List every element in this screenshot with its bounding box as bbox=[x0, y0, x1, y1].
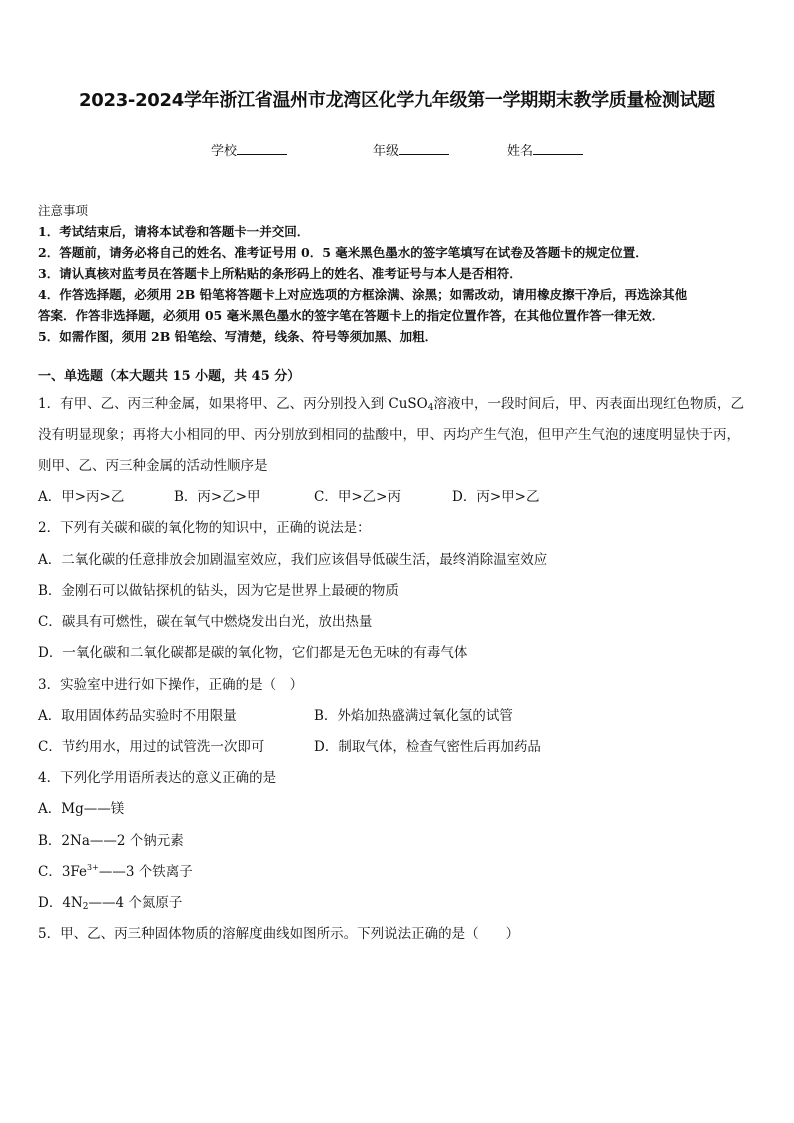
question-2-stem: 2．下列有关碳和碳的氧化物的知识中，正确的说法是： bbox=[38, 520, 371, 536]
note-item: 4．作答选择题，必须用 2B 铅笔将答题卡上对应选项的方框涂满、涂黑；如需改动，请用橡皮擦干净后，再选涂其他 bbox=[38, 287, 688, 302]
note-item: 2．答题前，请务必将自己的姓名、准考证号用 0．5 毫米黑色墨水的签字笔填写在试卷及答题卡的规定位置． bbox=[38, 245, 648, 260]
school-label: 学校 bbox=[211, 144, 238, 159]
notes-heading: 注意事项 bbox=[38, 203, 89, 218]
note-item: 答案．作答非选择题，必须用 05 毫米黑色墨水的签字笔在答题卡上的指定位置作答，在其他位置作答一律无效． bbox=[38, 308, 665, 323]
note-item: 1．考试结束后，请将本试卷和答题卡一并交回． bbox=[38, 224, 310, 239]
grade-field bbox=[373, 140, 449, 159]
note-item: 3．请认真核对监考员在答题卡上所粘贴的条形码上的姓名、准考证号与本人是否相符． bbox=[38, 266, 522, 281]
grade-blank bbox=[399, 142, 449, 155]
grade-label: 年级 bbox=[373, 144, 400, 159]
question-2-option-d: D．一氧化碳和二氧化碳都是碳的氧化物，它们都是无色无味的有毒气体 bbox=[38, 645, 468, 661]
name-blank bbox=[533, 142, 583, 155]
question-3-option-b: B．外焰加热盛满过氧化氢的试管 bbox=[314, 708, 513, 724]
question-1-option-d: D．丙>甲>乙 bbox=[452, 489, 540, 505]
name-field bbox=[507, 140, 583, 159]
question-2-option-a: A．二氧化碳的任意排放会加剧温室效应，我们应该倡导低碳生活，最终消除温室效应 bbox=[38, 552, 548, 568]
question-3-option-c: C．节约用水，用过的试管洗一次即可 bbox=[38, 739, 265, 755]
question-2-option-b: B．金刚石可以做钻探机的钻头，因为它是世界上最硬的物质 bbox=[38, 583, 399, 599]
question-1-option-c: C．甲>乙>丙 bbox=[314, 489, 401, 505]
question-3-option-a: A．取用固体药品实验时不用限量 bbox=[38, 708, 237, 724]
school-field bbox=[211, 140, 287, 159]
question-1-line-1: 1．有甲、乙、丙三种金属，如果将甲、乙、丙分别投入到 CuSO$_4$溶液中，一段时间后，甲、丙表面出现红色物质，乙 bbox=[38, 396, 744, 413]
note-item: 5．如需作图，须用 2B 铅笔绘、写清楚，线条、符号等须加黑、加粗． bbox=[38, 329, 438, 344]
question-4-option-d: D．$4N_2——4$ 个氮原子 bbox=[38, 895, 183, 912]
school-blank bbox=[237, 142, 287, 155]
question-5-stem: 5．甲、乙、丙三种固体物质的溶解度曲线如图所示。下列说法正确的是（ ） bbox=[38, 926, 520, 942]
question-1-line-3: 则甲、乙、丙三种金属的活动性顺序是 bbox=[38, 458, 268, 474]
question-4-option-c: C．$3Fe^{3+}——3$ 个铁离子 bbox=[38, 863, 193, 880]
section-heading: 一、单选题（本大题共 15 小题，共 45 分） bbox=[38, 369, 301, 384]
page-title: 2023-2024学年浙江省温州市龙湾区化学九年级第一学期期末教学质量检测试题 bbox=[79, 90, 715, 111]
question-3-stem: 3．实验室中进行如下操作，正确的是（ ） bbox=[38, 677, 304, 693]
question-3-option-d: D．制取气体，检查气密性后再加药品 bbox=[314, 739, 541, 755]
question-1-line-2: 没有明显现象；再将大小相同的甲、丙分别放到相同的盐酸中，甲、丙均产生气泡，但甲产生气泡的速度明显快于丙， bbox=[38, 427, 740, 443]
question-4-option-a: A．Mg——镁 bbox=[38, 801, 125, 817]
question-1-option-b: B．丙>乙>甲 bbox=[174, 489, 261, 505]
question-4-option-b: B．2Na——2 个钠元素 bbox=[38, 833, 184, 849]
question-4-stem: 4．下列化学用语所表达的意义正确的是 bbox=[38, 770, 277, 786]
question-2-option-c: C．碳具有可燃性，碳在氧气中燃烧发出白光，放出热量 bbox=[38, 614, 373, 630]
name-label: 姓名 bbox=[507, 144, 534, 159]
question-1-option-a: A．甲>丙>乙 bbox=[38, 489, 125, 505]
